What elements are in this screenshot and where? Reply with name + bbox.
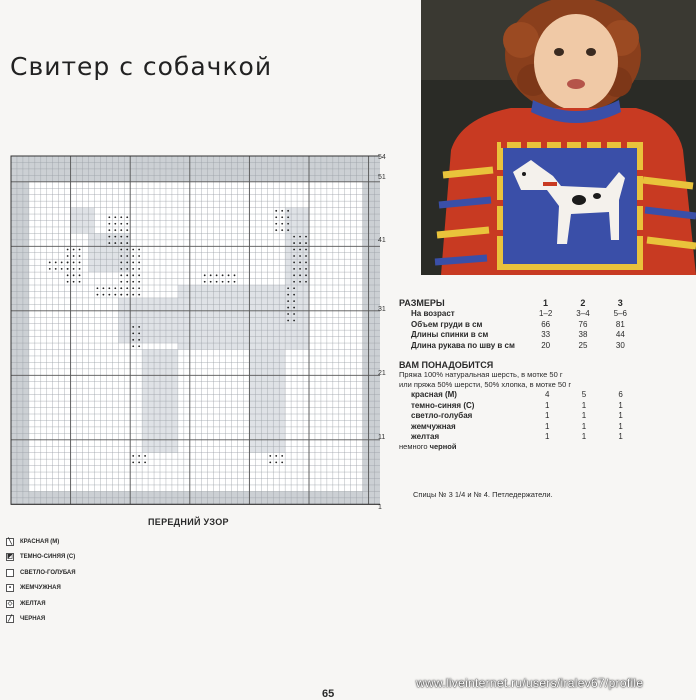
stitch-slash-icon: ╲ [6, 538, 14, 546]
row-number: 54 [378, 154, 386, 161]
legend-item-navy: ◩ ТЕМНО-СИНЯЯ (C) [7, 554, 76, 561]
stitch-dot-icon: • [6, 584, 14, 592]
child-in-sweater-photo [421, 0, 696, 275]
row-number: 51 [378, 174, 386, 181]
size-row: Длина рукава по шву в см 20 25 30 [411, 340, 625, 350]
materials-line: или пряжа 50% шерсти, 50% хлопка, в мотке 50 г [399, 379, 572, 389]
extra-yarn: немного черной [399, 442, 457, 451]
stitch-diamond-icon: ◇ [7, 600, 13, 607]
row-number: 1 [378, 504, 382, 511]
materials-heading: ВАМ ПОНАДОБИТСЯ [399, 359, 494, 370]
legend-item-red: ╲ КРАСНАЯ (M) [6, 534, 76, 550]
watermark-url: www.liveinternet.ru/users/iralev67/profile [416, 676, 644, 690]
size-row: Длины спинки в см 33 38 44 [411, 330, 625, 340]
yarn-row: красная (M) 4 5 6 [411, 390, 623, 400]
stitch-blank-icon [6, 569, 14, 577]
sizes-heading: РАЗМЕРЫ [399, 298, 445, 309]
yarn-row: светло-голубая 1 1 1 [411, 411, 623, 421]
pattern-specs [399, 298, 639, 452]
yarn-row: темно-синяя (C) 1 1 1 [411, 400, 623, 410]
legend-item-pearl: • ЖЕМЧУЖНАЯ [6, 581, 76, 597]
page-title: Свитер с собачкой [10, 52, 273, 81]
row-number: 21 [378, 370, 386, 377]
yarn-row: желтая 1 1 1 [411, 432, 623, 442]
page-number: 65 [322, 688, 335, 700]
size-row: Объем груди в см 66 76 81 [411, 319, 625, 329]
materials-line: Пряжа 100% натуральная шерсть, в мотке 50 г [399, 369, 563, 379]
stitch-dash-icon: ╱ [6, 615, 14, 623]
chart-legend [6, 534, 76, 627]
size-col: 3 [617, 298, 623, 309]
size-col: 2 [580, 298, 586, 309]
row-number: 41 [378, 237, 386, 244]
size-row: На возраст 1–2 3–4 5–6 [411, 309, 627, 319]
yarn-row: жемчужная 1 1 1 [411, 421, 623, 431]
sizes-header [399, 298, 639, 309]
legend-item-light-blue: СВЕТЛО-ГОЛУБАЯ [6, 565, 76, 581]
row-number: 31 [378, 306, 386, 313]
stitch-diagonal-icon: ◩ [7, 554, 13, 561]
legend-item-yellow: ◇ ЖЕЛТАЯ [7, 600, 46, 607]
row-number: 11 [378, 434, 386, 441]
knitting-chart [0, 150, 380, 520]
needles-note: Спицы № 3 1/4 и № 4. Петледержатели. [413, 490, 553, 499]
legend-item-black: ╱ ЧЕРНАЯ [6, 612, 76, 628]
chart-caption: ПЕРЕДНИЙ УЗОР [148, 517, 229, 527]
size-col: 1 [543, 298, 549, 309]
